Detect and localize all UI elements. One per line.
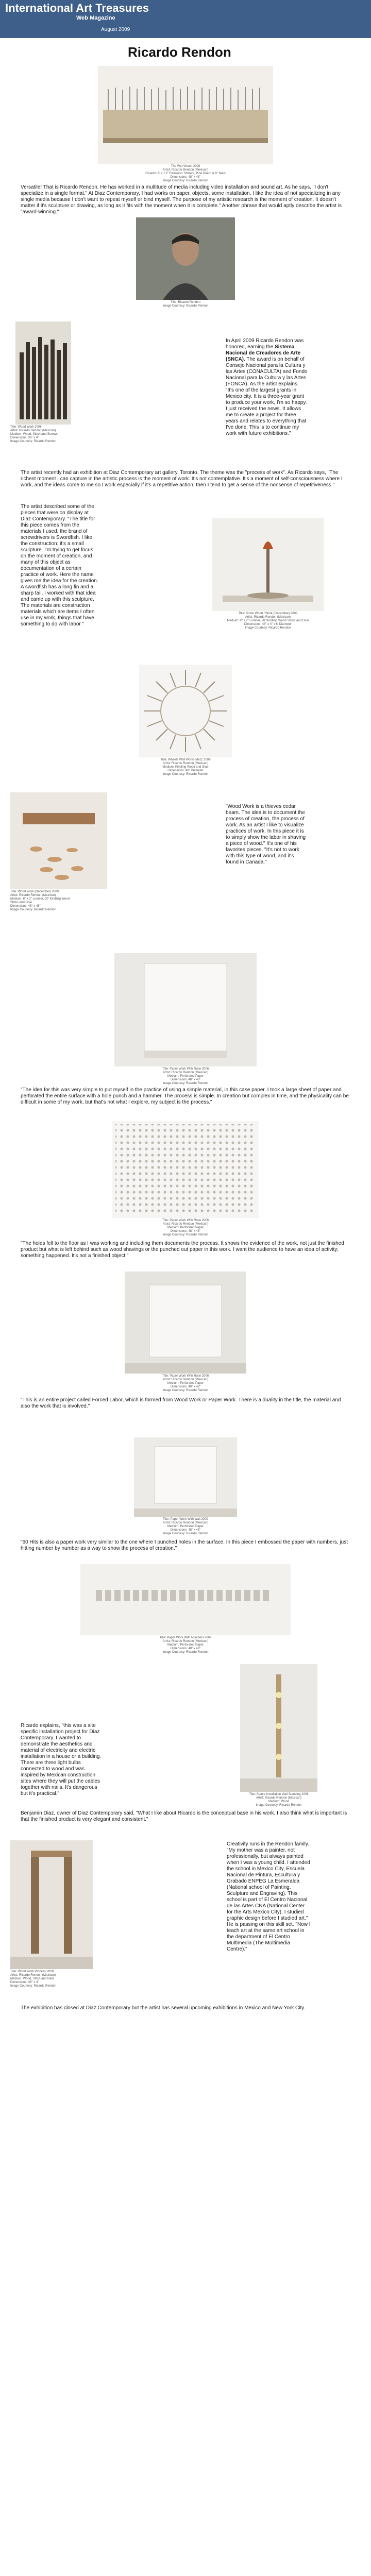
caption-paper-wall: Title: Paper Work With Wall 2009 Artist: Ricardo Rendon (Mexican) Medium: Perforated Paper Dimensions: 48" x 48" Image Courtesy: Ricardo Rendon bbox=[162, 1518, 209, 1535]
artwork-image-wood-work bbox=[15, 321, 71, 425]
caption-paper-work-3: Title: Paper Work With Rose 2006 Artist: Ricardo Rendon (Mexican) Medium: Perforated Paper Dimensions: 48" x 48" Image Courtesy: Ricardo Rendon bbox=[162, 1375, 209, 1392]
exhibition-paragraph: The artist recently had an exhibition at Diaz Contemporary art gallery, Toronto. The theme was the "process of work". As Ricardo says, "The richest moment I can capture in the artistic process is the moment of work. It's not contemplative. It's a moment of self-consciousness where I work, and the ideas come to me so I work especially if it's a repetitive action, then I tend to get a sense of the nonsense of repetitiveness." bbox=[21, 470, 343, 488]
caption-wood-shavings: Title: Wood Work (December) 2009 Artist: Ricardo Rendon (Mexican) Medium: 8" x 2" Lumber, 20' Kindling Wood Sticks and Glue Dimensions: 48" x 48" Image Courtesy: Ricardo Rendon bbox=[10, 890, 70, 911]
family-paragraph: Creativity runs in the Rendon family. "My mother was a painter, not professionally, but always painted when I was a young child. I attended the school in Mexico City, Escuela Nacional de Pintura, Escultura y Grabado ENPEG La Esmeralda (National school of Painting, Sculpture and Engraving). This school is part of El Centro Nacional de las Artes CNA (National Center for the Arts Mexico City). I studied graphic design before I studied art." He is passing on this skill set. "Now I teach art at the same art school in the department of El Centro Multimedia (The Multimedia Centre)." bbox=[227, 1841, 311, 1952]
paper-process-paragraph: "The idea for this was very simple to put myself in the practice of using a simple material, in this case paper. I took a large sheet of paper and perforated the entire surface with a hole punch and a hammer. The process is simple. In creation but complex in time, and the physicality can be difficult in some of my work, but that's not what I explore, my subject is the process." bbox=[21, 1087, 349, 1105]
swordfish-paragraph: The artist described some of the pieces that were on display at Diaz Contemporary. "The title for this piece comes from the materials I used, the brand of screwdrivers is Swordfish. I like the construction; it's a small sculpture. I'm trying to get focus on the moment of creation, and many of this object as documentation of a certain practice of work. Here the name gives me the idea for the creation. A swordfish has a long fin and a sharp tail. I worked with that idea and came up with this sculpture. The materials are construction materials which are items I often use in my work, things that have something to do with labor." bbox=[21, 504, 98, 627]
holes-paragraph: "The holes fell to the floor as I was working and including them documents the process. It shows the evidence of the work, not just the finished product but what is left behind such as wood shavings or the punched out paper in this work. I want the audience to have an idea of activity; something happened. It's not a finished object." bbox=[21, 1241, 344, 1259]
caption-paper-work-2: Title: Paper Work With Rose 2006 Artist: Ricardo Rendon (Mexican) Medium: Perforated Paper Dimensions: 48" x 48" Image Courtesy: Ricardo Rendon bbox=[162, 1219, 209, 1236]
header-banner bbox=[0, 0, 371, 38]
sixty-hits-paragraph: "60 Hits is also a paper work very similar to the one where I punched holes in the surface. In this piece I embossed the paper with numbers, just hitting number by number as a way to show the process of creation." bbox=[21, 1539, 348, 1551]
artwork-image-wheels bbox=[139, 665, 232, 757]
installation-paragraph: Ricardo explains, "this was a site specific installation project for Diaz Contemporary. I wanted to demonstrate the aesthetics and material of electricity and electric installation in a house or a building. There are three light bulbs connected to wood and was inspired by Mexican construction sites where they will put the cables together with nails. It's dangerous but it's practical." bbox=[21, 1723, 102, 1797]
award-name: Sistema Nacional de Creadores de Arte (SNCA) bbox=[226, 344, 301, 362]
artwork-image-numbers bbox=[80, 1564, 291, 1635]
caption-process: Title: Wood Work Process 2008 Artist: Ricardo Rendon (Mexican) Medium: Wood, Stitch and Nails Dimensions: 36" x 4" Image Courtesy: Ricardo Rendon bbox=[10, 1970, 57, 1988]
artwork-image-installation bbox=[240, 1664, 317, 1792]
magazine-subtitle: Web Magazine bbox=[76, 15, 115, 21]
caption-wet-wood: The Wet Wood, 2008 Artist: Ricardo Rendon (Mexican) Ricardo: 8' x 1'2" Redwood Timbers, Pine Board & 8" Nails Dimensions: 48" x 48" Image Courtesy: Ricardo Rendon bbox=[145, 165, 226, 182]
caption-wood-work: Title: Wood Work 2006 Artist: Ricardo Rendon (Mexican) Medium: Wood, Stitch and Screws Dimensions: 36" x 4" Image Courtesy: Ricardo Rendon bbox=[10, 426, 58, 443]
caption-portrait: Title: Ricardo Rendon Image Courtesy: Ricardo Rendon bbox=[162, 301, 209, 308]
wood-work-paragraph: "Wood Work is a thieves cedar beam. The idea is to document the process of creation, the process of work. As an artist I like to visualize practices of work. In this piece it is to simply show the labor in shaving a piece of wood." It's one of his favorites pieces. "It's not to work with this type of wood, and it's found in Canada." bbox=[226, 804, 306, 865]
artwork-image-paper-work-2 bbox=[112, 1121, 259, 1218]
gallery-owner-paragraph: Benjamin Diaz, owner of Diaz Contemporary said, "What I like about Ricardo is the conceptual base in his work. I also think what is important is that the finished product is very elegant and consistent." bbox=[21, 1810, 347, 1822]
artwork-image-wet-wood bbox=[98, 66, 273, 164]
artwork-image-paper-wall bbox=[134, 1437, 237, 1517]
caption-paper-work-1: Title: Paper Work With Rose 2006 Artist: Ricardo Rendon (Mexican) Medium: Perforated Paper Dimensions: 48" x 48" Image Courtesy: Ricardo Rendon bbox=[162, 1067, 209, 1085]
artwork-image-process bbox=[10, 1840, 93, 1969]
issue-date: August 2009 bbox=[101, 27, 130, 32]
artist-portrait bbox=[136, 217, 235, 300]
artwork-image-wood-shavings bbox=[10, 792, 107, 889]
caption-swordfish: Title: Some Wood / Work (December) 2009 Artist: Ricardo Rendon (Mexican) Medium: 8" x 2" Lumber, 20' Kindling Wood Sticks and Glue Dimensions: 48" x 4" x 6' Diameter Image Courtesy: Ricardo Rendon bbox=[227, 612, 309, 630]
forced-labor-paragraph: "This is an entire project called Forced Labor, which is formed from Wood Work or Paper Work. There is a duality in the title, the material and also the work that is involved." bbox=[21, 1397, 341, 1409]
artwork-image-paper-work-1 bbox=[114, 953, 257, 1066]
intro-paragraph: Versatile! That is Ricardo Rendon. He has worked in a multitude of media including video installation and sound art. As he says, "I don't specialize in a single format." At Diaz Contemporary, I had works on paper, objects, some installation. I like the idea of not specializing in any single media because I don't want to repeat myself or bind myself. The purpose of my artistic research is the moment of creation. It doesn't matter if it's sculpture or drawing, as long as it fits with the moment when it is complete." Another phrase that would aptly describe the artist is "award-winning." bbox=[21, 184, 342, 215]
artwork-image-swordfish bbox=[212, 518, 324, 611]
page-title: Ricardo Rendon bbox=[128, 44, 231, 60]
award-paragraph: In April 2009 Ricardo Rendon was honored, earning the Sistema Nacional de Creadores de Arte (SNCA). The award is on behalf of Consejo Nacional para la Cultura y las Artes (CONACULTA) and Fondo Nacional para la Cultura y las Artes (FONCA). As the artist explains, "It's one of the largest grants in Mexico city. It is a three-year grant to produce your work, I'm so happy. I just received the news. It allows me to create a project for three years and relates to everything that I've done. This is to continue my work with future exhibitions." bbox=[226, 338, 308, 436]
caption-installation: Title: Space Installation Wall Standing 2008 Artist: Ricardo Rendon (Mexican) Medium: Wood Image Courtesy: Ricardo Rendon bbox=[249, 1793, 309, 1807]
caption-numbers: Title: Paper Work With Numbers 2009 Artist: Ricardo Rendon (Mexican) Medium: Perforated Paper Dimensions: 48" x 48" Image Courtesy: Ricardo Rendon bbox=[159, 1636, 212, 1654]
closing-paragraph: The exhibition has closed at Diaz Contemporary but the artist has several upcoming exhibitions in Mexico and New York City. bbox=[21, 2005, 306, 2011]
caption-wheels: Title: Wheels Wall Works Mezz 2009 Artist: Ricardo Rendon (Mexican) Medium: Kindling Wood and Glue Dimensions: 48" Diameter Image Courtesy: Ricardo Rendon bbox=[160, 758, 211, 776]
artwork-image-paper-work-3 bbox=[125, 1272, 246, 1374]
magazine-brand[interactable]: International Art Treasures bbox=[5, 2, 149, 14]
